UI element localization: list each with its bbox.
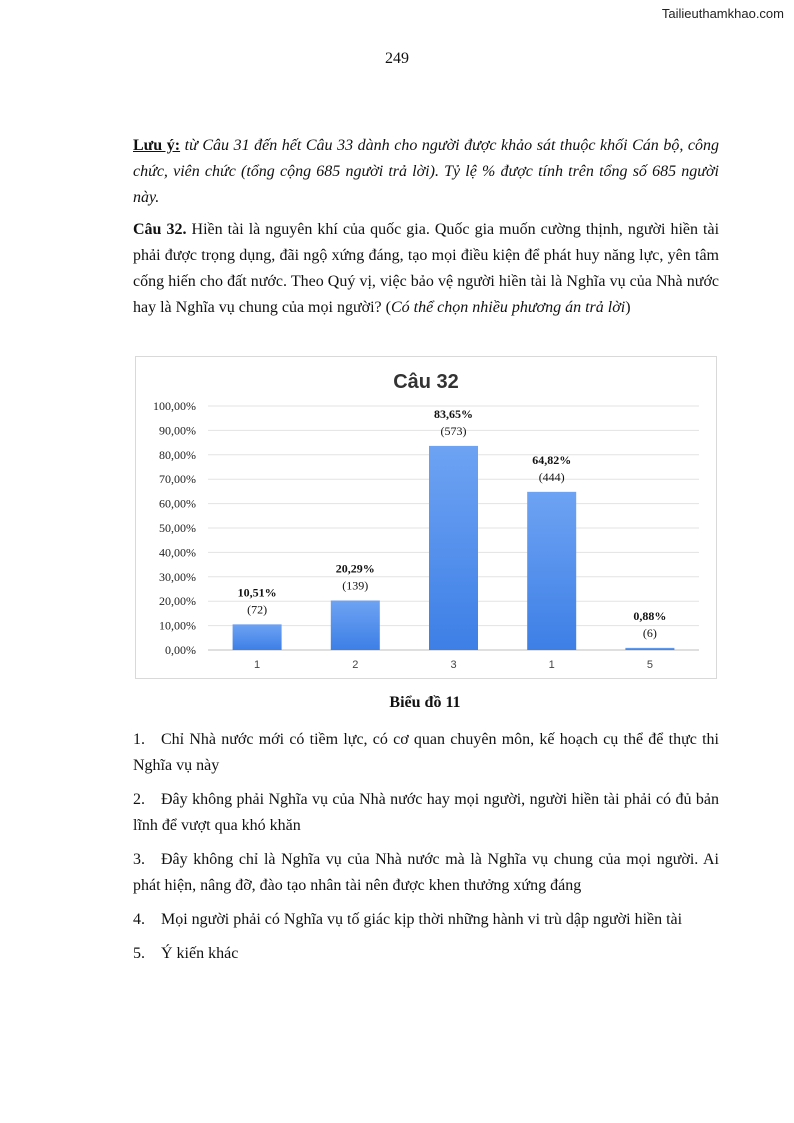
x-tick-label: 2 — [352, 659, 359, 671]
bar-count-label: (444) — [538, 469, 565, 484]
bar-value-label: 83,65% — [434, 406, 473, 421]
bar-value-label: 10,51% — [237, 585, 277, 600]
y-tick-label: 10,00% — [159, 618, 196, 633]
y-tick-label: 70,00% — [159, 472, 196, 487]
note-body: từ Câu 31 đến hết Câu 33 dành cho người được khảo sát thuộc khối Cán bộ, công chức, viên chức (tổng cộng 685 người trả lời). Tỷ lệ % được tính trên tổng số 685 người này. — [133, 137, 720, 206]
bar-chart-svg — [136, 357, 716, 678]
bar-count-label: (139) — [342, 578, 369, 593]
y-tick-label: 0,00% — [165, 643, 196, 657]
answer-option-text: Đây không chỉ là Nghĩa vụ của Nhà nước mà là Nghĩa vụ chung của mọi người. Ai phát hiện, nâng đỡ, đào tạo nhân tài nên được khen thưởng xứng đáng — [133, 851, 719, 894]
answer-option-number: 3. — [133, 851, 145, 868]
answer-option-text: Ý kiến khác — [161, 945, 239, 962]
page-number: 249 — [385, 50, 409, 67]
answer-option-number: 2. — [133, 791, 145, 808]
note-paragraph — [133, 133, 719, 211]
y-tick-label: 60,00% — [159, 496, 196, 511]
bar-1 — [233, 624, 282, 650]
y-tick-label: 50,00% — [159, 521, 196, 535]
bar-count-label: (573) — [440, 423, 467, 438]
answer-option-text: Chỉ Nhà nước mới có tiềm lực, có cơ quan chuyên môn, kế hoạch cụ thể để thực thi Nghĩa vụ này — [133, 731, 719, 774]
bar-value-label: 64,82% — [532, 452, 572, 467]
question-paragraph — [133, 217, 719, 321]
question-lead: Câu 32. — [133, 221, 187, 238]
x-tick-label: 5 — [646, 659, 653, 671]
answer-option-4 — [133, 907, 719, 933]
answer-option-number: 1. — [133, 731, 145, 748]
y-tick-label: 30,00% — [159, 569, 196, 584]
y-tick-label: 90,00% — [159, 423, 196, 438]
y-tick-label: 20,00% — [159, 594, 196, 609]
bar-chart — [135, 356, 717, 679]
answer-option-text: Đây không phải Nghĩa vụ của Nhà nước hay mọi người, người hiền tài phải có đủ bản lĩnh để vượt qua khó khăn — [133, 791, 719, 834]
bar-value-label: 0,88% — [633, 608, 667, 623]
answer-option-2 — [133, 787, 719, 839]
bar-value-label: 20,29% — [335, 561, 375, 576]
question-hint: Có thể chọn nhiều phương án trả lời — [390, 299, 626, 316]
answer-option-3 — [133, 847, 719, 899]
x-tick-label: 3 — [450, 659, 457, 671]
watermark-text: Tailieuthamkhao.com — [661, 6, 784, 21]
answer-option-number: 5. — [133, 945, 145, 962]
bar-4 — [527, 492, 576, 650]
question-body: Hiền tài là nguyên khí của quốc gia. Quốc gia muốn cường thịnh, người hiền tài phải được trọng dụng, đãi ngộ xứng đáng, tạo mọi điều kiện để phát huy năng lực, yên tâm cống hiến cho đất nước. Theo Quý vị, việc bảo vệ người hiền tài là Nghĩa vụ của Nhà nước hay là Nghĩa vụ chung của mọi người? ( — [133, 221, 720, 316]
answer-option-number: 4. — [133, 911, 145, 928]
chart-caption: Biểu đồ 11 — [389, 694, 461, 711]
y-tick-label: 100,00% — [153, 399, 196, 413]
chart-title: Câu 32 — [393, 371, 459, 393]
question-close: ) — [625, 299, 631, 316]
bar-count-label: (72) — [247, 602, 268, 617]
answer-option-5 — [133, 941, 719, 967]
x-tick-label: 1 — [254, 659, 261, 671]
bar-count-label: (6) — [642, 625, 657, 640]
bar-3 — [429, 446, 478, 650]
answer-options-list — [133, 727, 719, 975]
answer-option-1 — [133, 727, 719, 779]
note-lead: Lưu ý: — [133, 137, 181, 154]
y-tick-label: 40,00% — [159, 545, 196, 560]
bar-2 — [331, 600, 380, 650]
x-tick-label: 1 — [548, 659, 555, 671]
y-tick-label: 80,00% — [159, 447, 196, 462]
answer-option-text: Mọi người phải có Nghĩa vụ tố giác kịp thời những hành vi trù dập người hiền tài — [161, 911, 683, 928]
bar-5 — [625, 648, 674, 650]
